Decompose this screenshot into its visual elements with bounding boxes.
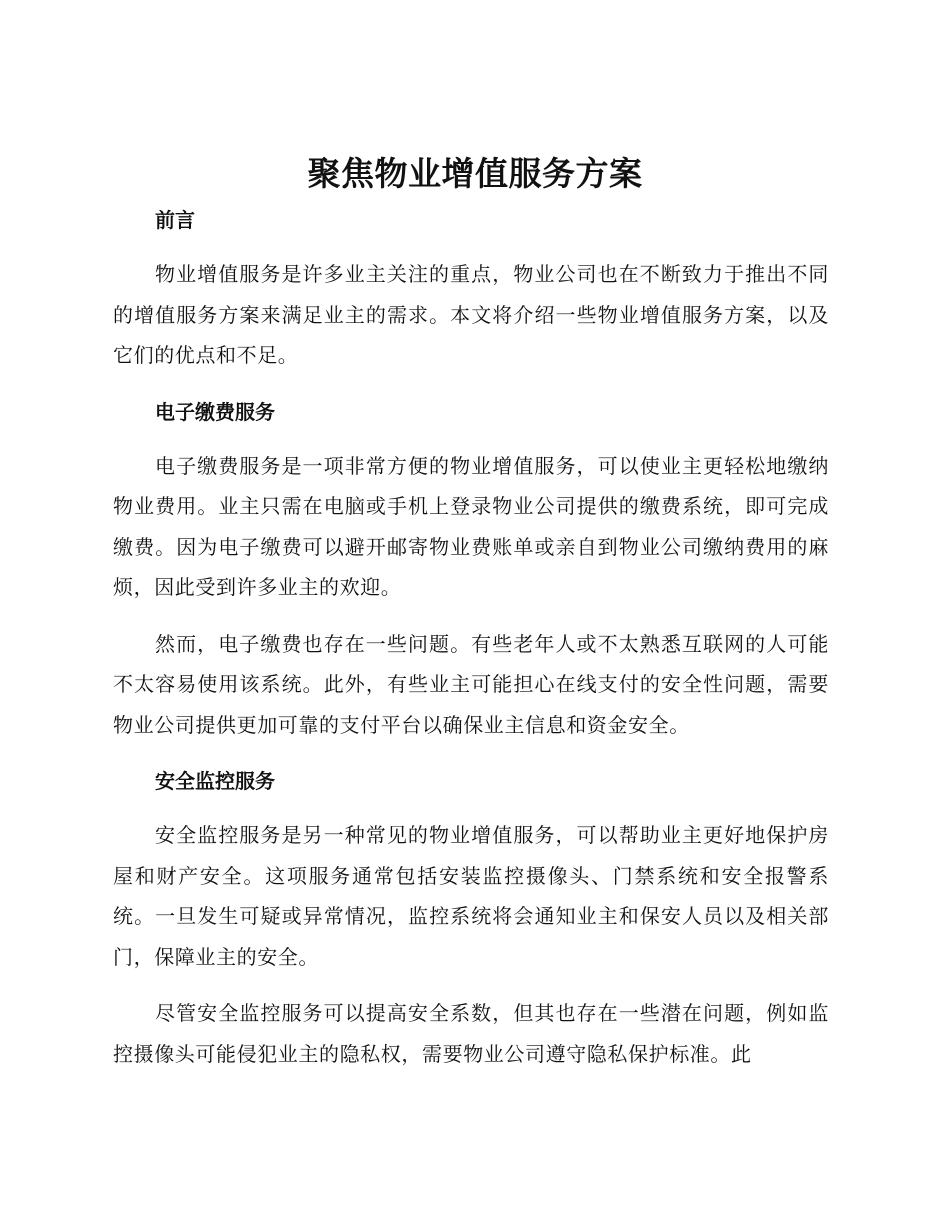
section-electronic-payment: [113, 392, 829, 762]
document-title: 聚焦物业增值服务方案: [307, 154, 643, 193]
section-security-monitoring: [113, 761, 829, 1074]
paragraph: 安全监控服务是另一种常见的物业增值服务，可以帮助业主更好地保护房屋和财产安全。这项服务通常包括安装监控摄像头、门禁系统和安全报警系统。一旦发生可疑或异常情况，监控系统将会通知业主和保安人员以及相关部门，保障业主的安全。: [113, 823, 829, 969]
paragraph: 然而，电子缴费也存在一些问题。有些老年人或不太熟悉互联网的人可能不太容易使用该系统。此外，有些业主可能担心在线支付的安全性问题，需要物业公司提供更加可靠的支付平台以确保业主信息和资金安全。: [113, 631, 829, 737]
paragraph: 尽管安全监控服务可以提高安全系数，但其也存在一些潜在问题，例如监控摄像头可能侵犯业主的隐私权，需要物业公司遵守隐私保护标准。此: [113, 1001, 829, 1066]
document-body: [113, 200, 829, 1074]
paragraph: 电子缴费服务是一项非常方便的物业增值服务，可以使业主更轻松地缴纳物业费用。业主只需在电脑或手机上登录物业公司提供的缴费系统，即可完成缴费。因为电子缴费可以避开邮寄物业费账单或亲自到物业公司缴纳费用的麻烦，因此受到许多业主的欢迎。: [113, 453, 829, 599]
paragraph: 物业增值服务是许多业主关注的重点，物业公司也在不断致力于推出不同的增值服务方案来满足业主的需求。本文将介绍一些物业增值服务方案，以及它们的优点和不足。: [113, 262, 829, 367]
section-heading: 前言: [155, 208, 195, 232]
section-heading: 安全监控服务: [155, 769, 275, 793]
section-preface: [113, 200, 829, 392]
section-heading: 电子缴费服务: [155, 399, 275, 424]
